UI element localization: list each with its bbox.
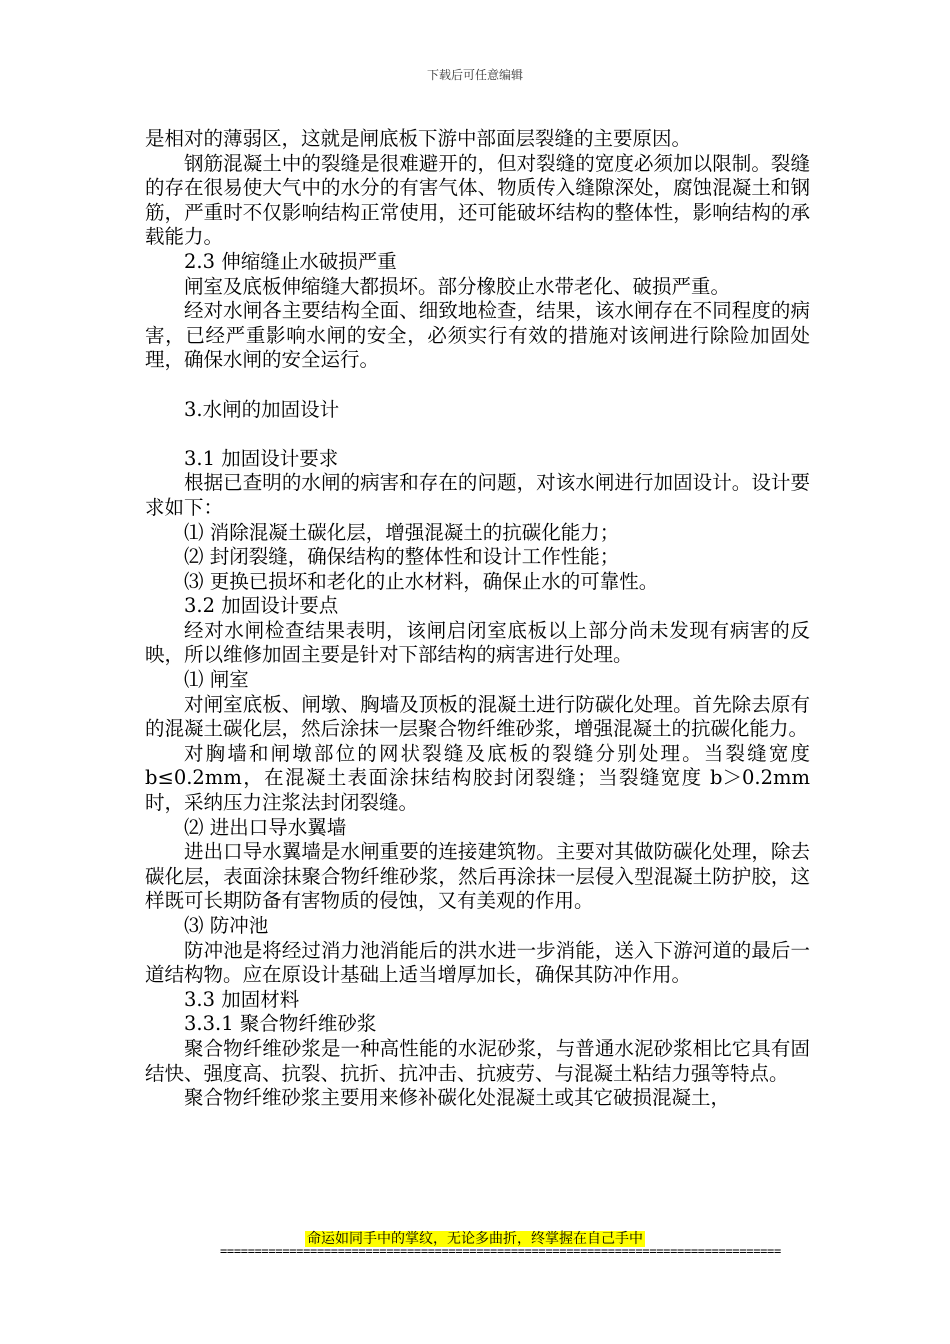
paragraph: 对闸室底板、闸墩、胸墙及顶板的混凝土进行防碳化处理。首先除去原有的混凝土碳化层，然后涂抹一层聚合物纤维砂浆，增强混凝土的抗碳化能力。 xyxy=(145,692,810,741)
paragraph: 3.水闸的加固设计 xyxy=(184,397,340,421)
paragraph: 3.2 加固设计要点 xyxy=(184,594,339,618)
paragraph: ⑶ 防冲池 xyxy=(184,914,269,937)
paragraph: ⑵ 封闭裂缝，确保结构的整体性和设计工作性能； xyxy=(184,545,620,569)
paragraph: 聚合物纤维砂浆主要用来修补碳化处混凝土或其它破损混凝土， xyxy=(184,1086,731,1110)
paragraph: ⑵ 进出口导水翼墙 xyxy=(184,815,347,839)
paragraph: 2.3 伸缩缝止水破损严重 xyxy=(184,249,397,273)
paragraph: 钢筋混凝土中的裂缝是很难避开的，但对裂缝的宽度必须加以限制。裂缝的存在很易使大气中的水分的有害气体、物质传入缝隙深处，腐蚀混凝土和钢筋，严重时不仅影响结构正常使用，还可能破坏结构的整体性，影响结构的承载能力。 xyxy=(145,151,810,249)
page-header: 下载后可任意编辑 xyxy=(426,68,523,82)
paragraph: ⑶ 更换已损坏和老化的止水材料，确保止水的可靠性。 xyxy=(184,569,659,593)
paragraph: 经对水闸检查结果表明，该闸启闭室底板以上部分尚未发现有病害的反映，所以维修加固主要是针对下部结构的病害进行处理。 xyxy=(145,618,810,667)
paragraph: 对胸墙和闸墩部位的网状裂缝及底板的裂缝分别处理。当裂缝宽度 b≤0.2mm，在混凝土表面涂抹结构胶封闭裂缝；当裂缝宽度 b＞0.2mm 时，采纳压力注浆法封闭裂缝。 xyxy=(145,741,810,815)
paragraph: 是相对的薄弱区，这就是闸底板下游中部面层裂缝的主要原因。 xyxy=(145,127,692,150)
blank-line xyxy=(145,422,810,447)
paragraph: 3.1 加固设计要求 xyxy=(184,446,339,470)
paragraph: 3.3 加固材料 xyxy=(184,987,300,1011)
paragraph: 聚合物纤维砂浆是一种高性能的水泥砂浆，与普通水泥砂浆相比它具有固结快、强度高、抗裂、抗折、抗冲击、抗疲劳、与混凝土粘结力强等特点。 xyxy=(145,1036,810,1085)
paragraph: 防冲池是将经过消力池消能后的洪水进一步消能，送入下游河道的最后一道结构物。应在原设计基础上适当增厚加长，确保其防冲作用。 xyxy=(145,938,810,987)
document-body xyxy=(145,127,810,1111)
paragraph: 3.3.1 聚合物纤维砂浆 xyxy=(184,1012,377,1036)
paragraph: 经对水闸各主要结构全面、细致地检查，结果，该水闸存在不同程度的病害，已经严重影响水闸的安全，必须实行有效的措施对该闸进行除险加固处理，确保水闸的安全运行。 xyxy=(145,299,810,372)
paragraph: 根据已查明的水闸的病害和存在的问题，对该水闸进行加固设计。设计要求如下： xyxy=(145,471,810,519)
footer-rule: ================================================================================= xyxy=(220,1244,781,1258)
paragraph: ⑴ 消除混凝土碳化层，增强混凝土的抗碳化能力； xyxy=(184,520,620,544)
paragraph: ⑴ 闸室 xyxy=(184,668,249,692)
paragraph: 进出口导水翼墙是水闸重要的连接建筑物。主要对其做防碳化处理，除去碳化层，表面涂抹聚合物纤维砂浆，然后再涂抹一层侵入型混凝土防护胶，这样既可长期防备有害物质的侵蚀，又有美观的作用。 xyxy=(145,840,810,913)
blank-line xyxy=(145,373,810,398)
footer-slogan-text: 命运如同手中的掌纹，无论多曲折，终掌握在自己手中 xyxy=(307,1231,643,1247)
paragraph: 闸室及底板伸缩缝大都损坏。部分橡胶止水带老化、破损严重。 xyxy=(184,274,731,298)
